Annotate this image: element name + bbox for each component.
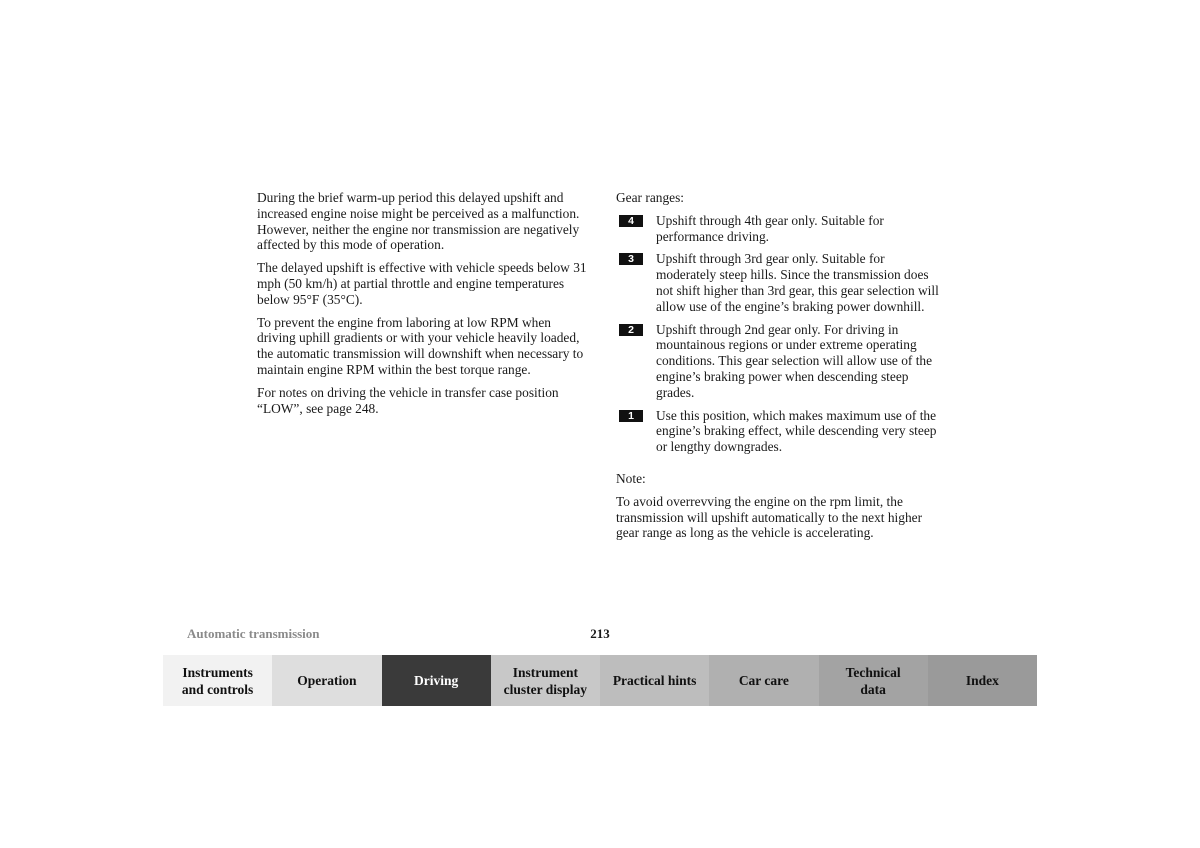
- tab-instrument-cluster-display[interactable]: Instrument cluster display: [491, 655, 600, 706]
- gear-badge-2: 2: [619, 324, 643, 336]
- gear-badge-1: 1: [619, 410, 643, 422]
- chapter-nav-bar: [163, 655, 1037, 706]
- paragraph-delayed-upshift: The delayed upshift is effective with vehicle speeds below 31 mph (50 km/h) at partial throttle and engine temperatures below 95°F (35°C).: [257, 260, 587, 307]
- gear-text-4: Upshift through 4th gear only. Suitable for performance driving.: [656, 212, 884, 244]
- tab-operation[interactable]: Operation: [272, 655, 381, 706]
- paragraph-downshift: To prevent the engine from laboring at low RPM when driving uphill gradients or with your vehicle heavily loaded, the automatic transmission will downshift when necessary to maintain engine RPM within the best torque range.: [257, 314, 584, 377]
- tab-practical-hints[interactable]: Practical hints: [600, 655, 709, 706]
- note-label: Note:: [616, 470, 646, 486]
- right-column: [616, 190, 946, 548]
- gear-item-2: [616, 322, 946, 401]
- tab-index[interactable]: Index: [928, 655, 1037, 706]
- section-title: Automatic transmission: [187, 626, 320, 641]
- gear-text-3: Upshift through 3rd gear only. Suitable for moderately steep hills. Since the transmission does not shift higher than 3rd gear, this gear selection will allow use of the engine’s braking power downhill.: [656, 251, 939, 314]
- gear-item-4: [616, 213, 946, 245]
- gear-badge-4: 4: [619, 215, 643, 227]
- paragraph-transfer-case: For notes on driving the vehicle in transfer case position “LOW”, see page 248.: [257, 384, 559, 416]
- gear-ranges-heading: Gear ranges:: [616, 190, 685, 205]
- tab-technical-data[interactable]: Technical data: [819, 655, 928, 706]
- page-number: 213: [590, 626, 610, 641]
- gear-text-1: Use this position, which makes maximum use of the engine’s braking effect, while descending very steep or lengthy downgrades.: [656, 407, 937, 455]
- tab-instruments-and-controls[interactable]: Instruments and controls: [163, 655, 272, 706]
- gear-badge-3: 3: [619, 253, 643, 265]
- gear-item-1: [616, 408, 946, 455]
- gear-text-2: Upshift through 2nd gear only. For driving in mountainous regions or under extreme operating conditions. This gear selection will allow use of the engine’s braking power when descending steep grades.: [656, 321, 933, 400]
- gear-item-3: [616, 251, 946, 314]
- paragraph-warmup: During the brief warm-up period this delayed upshift and increased engine noise might be perceived as a malfunction. However, neither the engine nor transmission are negatively affected by this mode of operation.: [257, 190, 580, 253]
- left-column: [257, 190, 587, 423]
- note-text: To avoid overrevving the engine on the rpm limit, the transmission will upshift automatically to the next higher gear range as long as the vehicle is accelerating.: [616, 493, 923, 541]
- tab-driving[interactable]: Driving: [382, 655, 491, 706]
- tab-car-care[interactable]: Car care: [709, 655, 818, 706]
